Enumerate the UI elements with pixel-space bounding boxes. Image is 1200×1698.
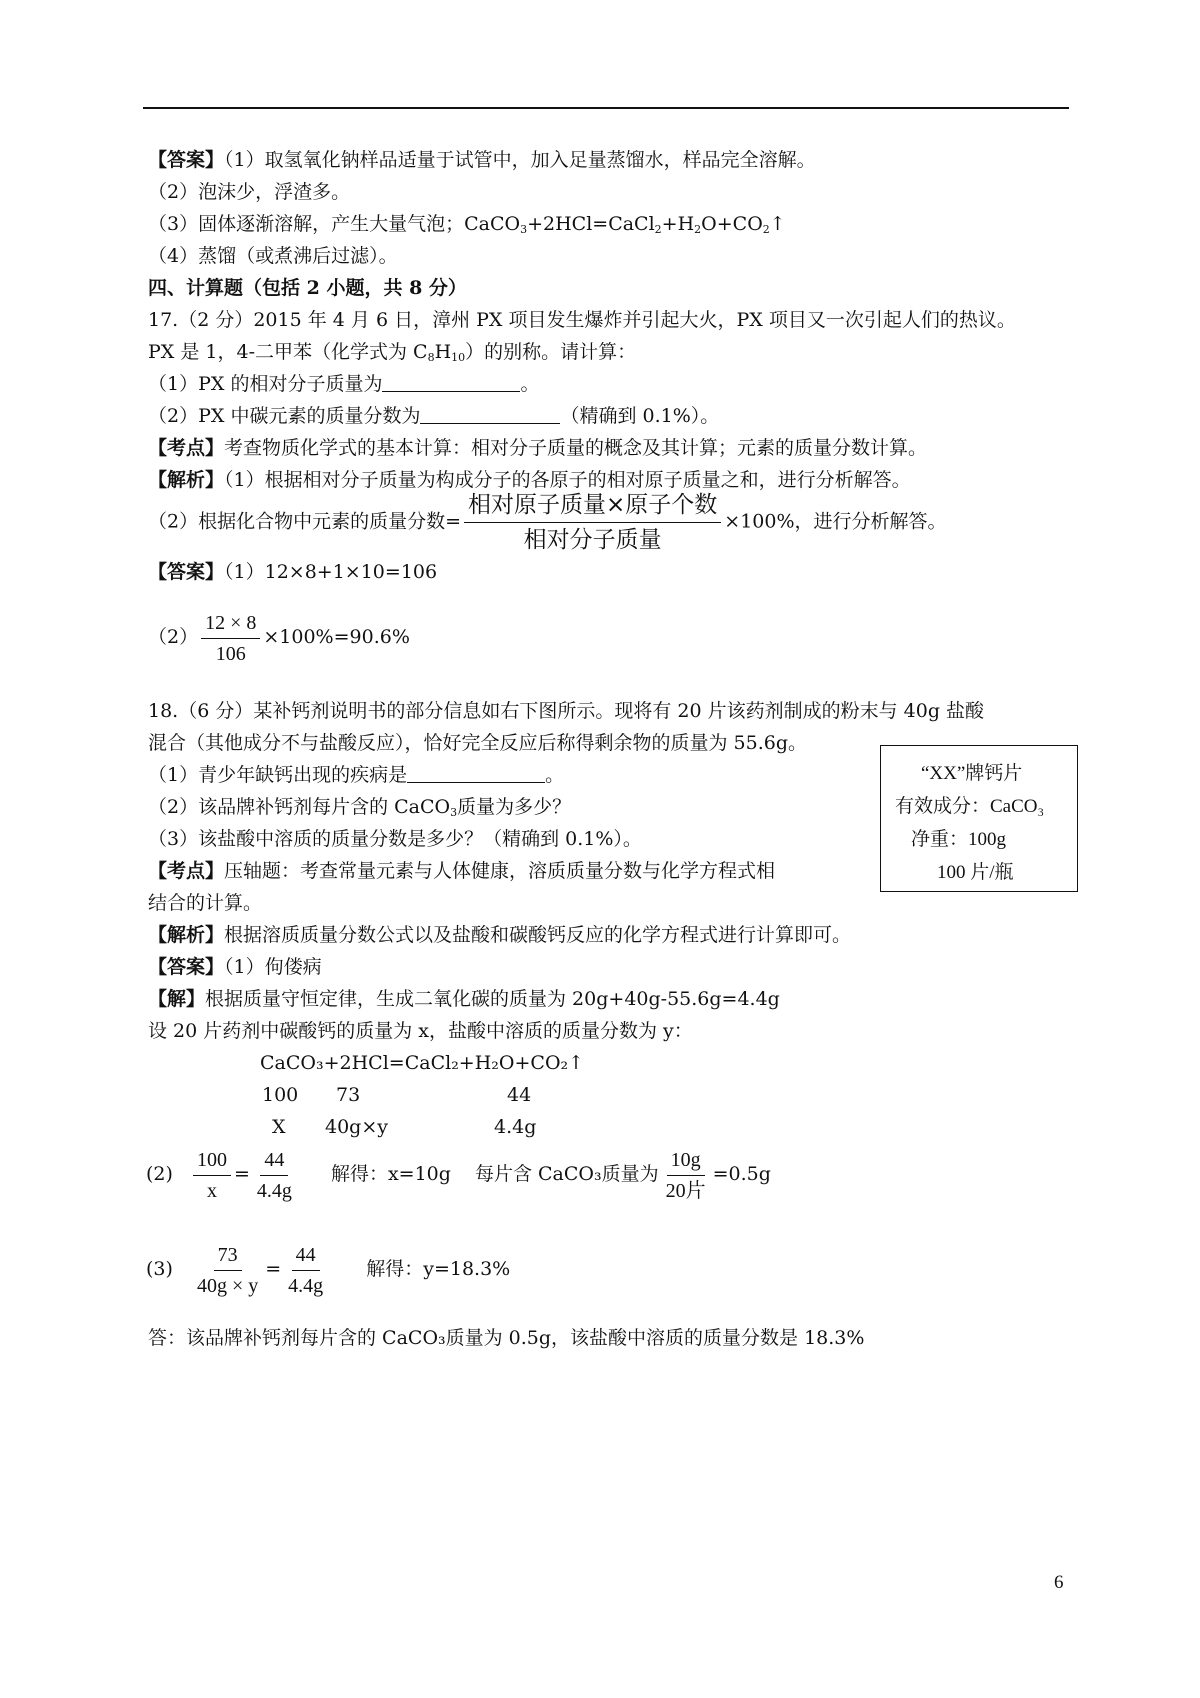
final-answer: 答：该品牌补钙剂每片含的 CaCO₃质量为 0.5g，该盐酸中溶质的质量分数是 18.3% xyxy=(148,1327,865,1349)
fraction: $\frac{44}{4.4g}$ xyxy=(256,1148,292,1202)
q18-jie: 【解】根据质量守恒定律，生成二氧化碳的质量为 20g+40g-55.6g=4.4g xyxy=(148,988,780,1010)
q17-question-2: （2）PX 中碳元素的质量分数为 （精确到 0.1%）。 xyxy=(148,405,720,427)
tablet-count: 100 片/瓶 xyxy=(937,862,1014,883)
q18-stem-2: 混合（其他成分不与盐酸反应），恰好完全反应后称得剩余物的质量为 55.6g。 xyxy=(148,732,808,754)
header-rule xyxy=(143,107,1069,109)
q18-kaodian-2: 结合的计算。 xyxy=(148,892,263,914)
q17-answer-1: 【答案】（1）12×8+1×10=106 xyxy=(148,561,438,583)
q18-jiexi: 【解析】根据溶质质量分数公式以及盐酸和碳酸钙反应的化学方程式进行计算即可。 xyxy=(148,924,852,946)
unknown-hcl: 40g×y xyxy=(325,1116,388,1138)
answer-blank xyxy=(420,403,560,424)
ratio-hcl: 73 xyxy=(336,1084,361,1106)
q17-stem-1: 17.（2 分）2015 年 4 月 6 日，漳州 PX 项目发生爆炸并引起大火，PX 项目又一次引起人们的热议。 xyxy=(148,309,1016,331)
active-ingredient: 有效成分：CaCO₃ xyxy=(895,796,1045,817)
net-weight: 净重：100g xyxy=(911,829,1007,850)
q18-question-1: （1）青少年缺钙出现的疾病是 。 xyxy=(148,764,565,786)
step-2-proportion: (2) $\frac{100}{x}$ = $\frac{44}{4.4g}$ 解得：x=10g 每片含 CaCO₃质量为 $\frac{10g}{\text{20片}}$ =0.5g xyxy=(146,1148,771,1202)
q17-kaodian: 【考点】考查物质化学式的基本计算：相对分子质量的概念及其计算；元素的质量分数计算。 xyxy=(148,437,928,459)
q18-kaodian-1: 【考点】压轴题：考查常量元素与人体健康，溶质质量分数与化学方程式相 xyxy=(148,860,776,882)
q18-question-2: （2）该品牌补钙剂每片含的 CaCO$_3$质量为多少？ xyxy=(148,796,572,819)
q16-answer-2: （2）泡沫少，浮渣多。 xyxy=(148,181,351,203)
step-3-proportion: (3) $\frac{73}{40g \times y}$ = $\frac{44}{4.4g}$ 解得：y=18.3% xyxy=(146,1243,511,1297)
fraction: $\frac{10g}{\text{20片}}$ xyxy=(665,1148,706,1202)
q18-question-3: （3）该盐酸中溶质的质量分数是多少？（精确到 0.1%）。 xyxy=(148,828,642,850)
mass-fraction-formula: $\frac{\text{相对原子质量×原子个数}}{\text{相对分子质量}}$ xyxy=(464,490,721,555)
unknown-caco3: X xyxy=(272,1116,286,1138)
q16-answer-1: 【答案】（1）取氢氧化钠样品适量于试管中，加入足量蒸馏水，样品完全溶解。 xyxy=(148,149,816,171)
known-co2: 4.4g xyxy=(494,1116,537,1138)
q18-set-variables: 设 20 片药剂中碳酸钙的质量为 x，盐酸中溶质的质量分数为 y： xyxy=(148,1020,693,1042)
q16-answer-4: （4）蒸馏（或煮沸后过滤）。 xyxy=(148,245,398,267)
ratio-co2: 44 xyxy=(507,1084,532,1106)
q17-question-1: （1）PX 的相对分子质量为 。 xyxy=(148,373,540,395)
q17-jiexi-2: （2）根据化合物中元素的质量分数= $\frac{\text{相对原子质量×原子个数}}{\text{相对分子质量}}$ ×100%，进行分析解答。 xyxy=(148,492,947,553)
q17-stem-2: PX 是 1，4-二甲苯（化学式为 $C_8H_{10}$）的别称。请计算： xyxy=(148,341,637,364)
fraction: $\frac{44}{4.4g}$ xyxy=(288,1243,324,1297)
q17-jiexi-1: 【解析】（1）根据相对分子质量为构成分子的各原子的相对原子质量之和，进行分析解答。 xyxy=(148,469,911,491)
ratio-caco3: 100 xyxy=(262,1084,299,1106)
page-number: 6 xyxy=(1054,1572,1064,1593)
q17-answer-2: （2） $\frac{12 \times 8}{106}$ ×100%=90.6% xyxy=(148,611,410,665)
q16-answer-3: （3）固体逐渐溶解，产生大量气泡；$CaCO_3+2HCl=CaCl_2+H_2O+CO_2↑$ xyxy=(148,213,786,236)
section-title: 四、计算题（包括 2 小题，共 8 分） xyxy=(148,277,467,299)
fraction: $\frac{100}{x}$ xyxy=(193,1147,231,1204)
product-label-box xyxy=(880,745,1078,892)
answer-blank xyxy=(382,371,520,392)
product-brand: “XX”牌钙片 xyxy=(921,763,1023,784)
q18-stem-1: 18.（6 分）某补钙剂说明书的部分信息如右下图所示。现将有 20 片该药剂制成的粉末与 40g 盐酸 xyxy=(148,700,985,722)
q18-answer-1: 【答案】（1）佝偻病 xyxy=(148,956,322,978)
chemical-equation: CaCO₃+2HCl=CaCl₂+H₂O+CO₂↑ xyxy=(260,1052,585,1074)
answer-blank xyxy=(407,762,545,783)
fraction: $\frac{73}{40g \times y}$ xyxy=(196,1243,259,1297)
fraction: $\frac{12 \times 8}{106}$ xyxy=(201,610,260,667)
